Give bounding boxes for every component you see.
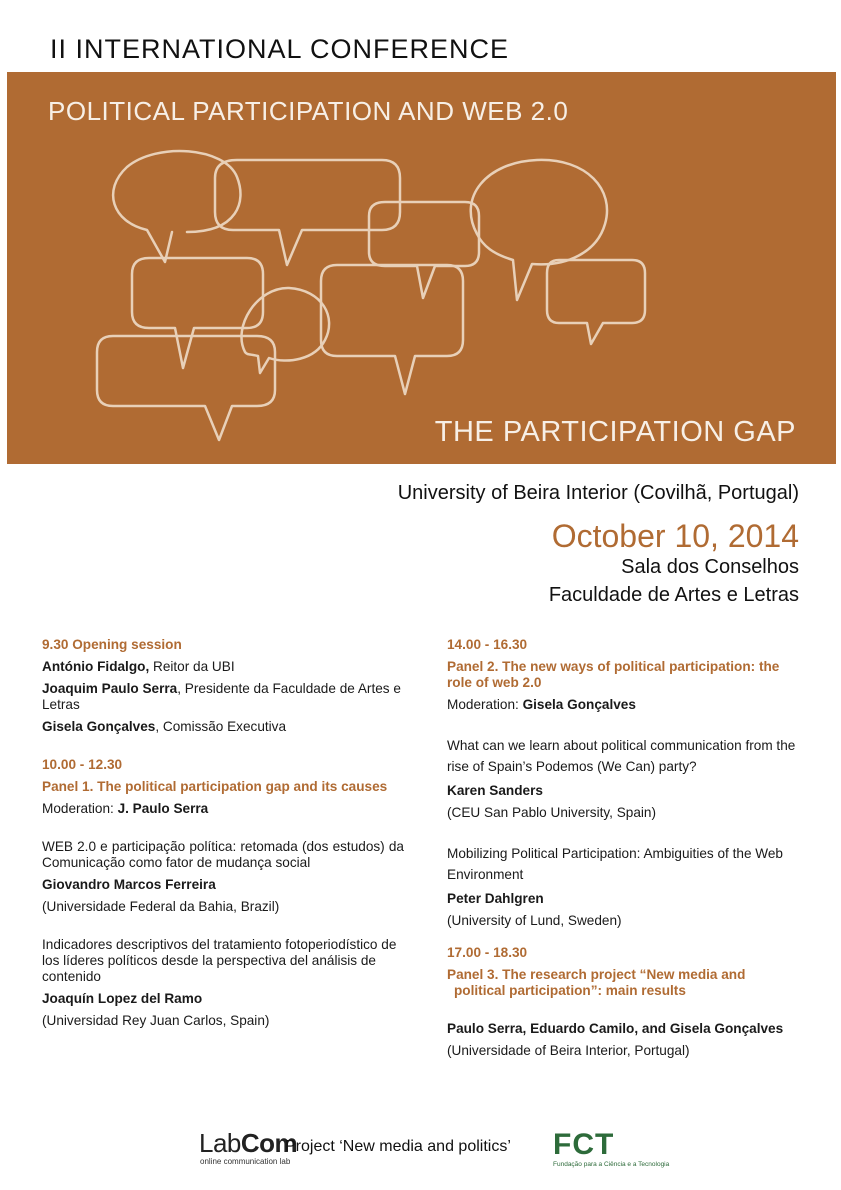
speaker-line (42, 659, 404, 675)
fct-logo (553, 1128, 670, 1168)
program-left-column (42, 637, 404, 1035)
moderation-label: Moderation: (42, 801, 118, 816)
fct-subtitle: Fundação para a Ciência e a Tecnologia (553, 1161, 670, 1168)
speaker-name: António Fidalgo, (42, 659, 150, 674)
session-time: 17.00 - 18.30 (447, 945, 528, 960)
moderator-name: J. Paulo Serra (117, 801, 209, 816)
labcom-com: Com (240, 1128, 298, 1158)
conference-title: II INTERNATIONAL CONFERENCE (50, 34, 510, 64)
moderation-line (447, 697, 805, 713)
talk-affiliation: (CEU San Pablo University, Spain) (447, 805, 657, 820)
session-time: 10.00 - 12.30 (42, 757, 123, 772)
speaker-name: Gisela Gonçalves (42, 719, 156, 734)
speaker-role: , Presidente da Faculdade de Artes e Letras (42, 681, 401, 712)
panel-speakers: Paulo Serra, Eduardo Camilo, and Gisela Gonçalves (447, 1021, 784, 1036)
labcom-logo (199, 1128, 298, 1166)
talk-speaker: Joaquín Lopez del Ramo (42, 991, 203, 1006)
panel-title: Panel 2. The new ways of political participation: the role of web 2.0 (447, 659, 780, 690)
banner-subtitle: THE PARTICIPATION GAP (434, 416, 796, 448)
speech-bubbles-icon (7, 72, 836, 464)
program-right-column (447, 637, 805, 1065)
hero-banner (7, 72, 836, 464)
speaker-name: Joaquim Paulo Serra (42, 681, 178, 696)
moderator-name: Gisela Gonçalves (522, 697, 636, 712)
labcom-lab: Lab (199, 1128, 241, 1158)
talk-title: Indicadores descriptivos del tratamiento fotoperiodístico de los líderes políticos desde la perspectiva del análisis de contenido (42, 937, 397, 984)
moderation-label: Moderation: (447, 697, 523, 712)
talk-affiliation: (University of Lund, Sweden) (447, 913, 622, 928)
talk-affiliation: (Universidade Federal da Bahia, Brazil) (42, 899, 280, 914)
venue-room: Sala dos Conselhos (621, 556, 799, 578)
talk-speaker: Peter Dahlgren (447, 891, 544, 906)
project-name: Project ‘New media and politics’ (285, 1138, 511, 1155)
panel-affiliation: (Universidade of Beira Interior, Portugal) (447, 1043, 690, 1058)
talk-title: Mobilizing Political Participation: Ambiguities of the Web Environment (447, 846, 783, 882)
event-date: October 10, 2014 (551, 518, 799, 554)
speaker-line (42, 719, 404, 735)
venue-faculty: Faculdade de Artes e Letras (548, 584, 799, 606)
fct-letters: FCT (553, 1128, 615, 1161)
talk-title: What can we learn about political communication from the rise of Spain’s Podemos (We Can) party? (447, 738, 796, 774)
venue-university: University of Beira Interior (Covilhã, Portugal) (397, 482, 799, 504)
panel-title-line2: political participation”: main results (454, 983, 686, 998)
panel-title: Panel 1. The political participation gap and its causes (42, 779, 388, 794)
session-time: 9.30 Opening session (42, 637, 182, 652)
footer (199, 1128, 669, 1178)
labcom-subtitle: online communication lab (200, 1157, 291, 1166)
talk-affiliation: (Universidad Rey Juan Carlos, Spain) (42, 1013, 270, 1028)
moderation-line (42, 801, 404, 817)
speaker-line (42, 681, 404, 713)
talk-speaker: Giovandro Marcos Ferreira (42, 877, 216, 892)
banner-title: POLITICAL PARTICIPATION AND WEB 2.0 (48, 96, 569, 126)
session-time: 14.00 - 16.30 (447, 637, 528, 652)
speaker-role: Reitor da UBI (149, 659, 235, 674)
talk-speaker: Karen Sanders (447, 783, 543, 798)
panel-title-line1: Panel 3. The research project “New media and (447, 967, 746, 982)
talk-title: WEB 2.0 e participação política: retomada (dos estudos) da Comunicação como fator de mudança social (42, 839, 404, 870)
speaker-role: , Comissão Executiva (155, 719, 287, 734)
